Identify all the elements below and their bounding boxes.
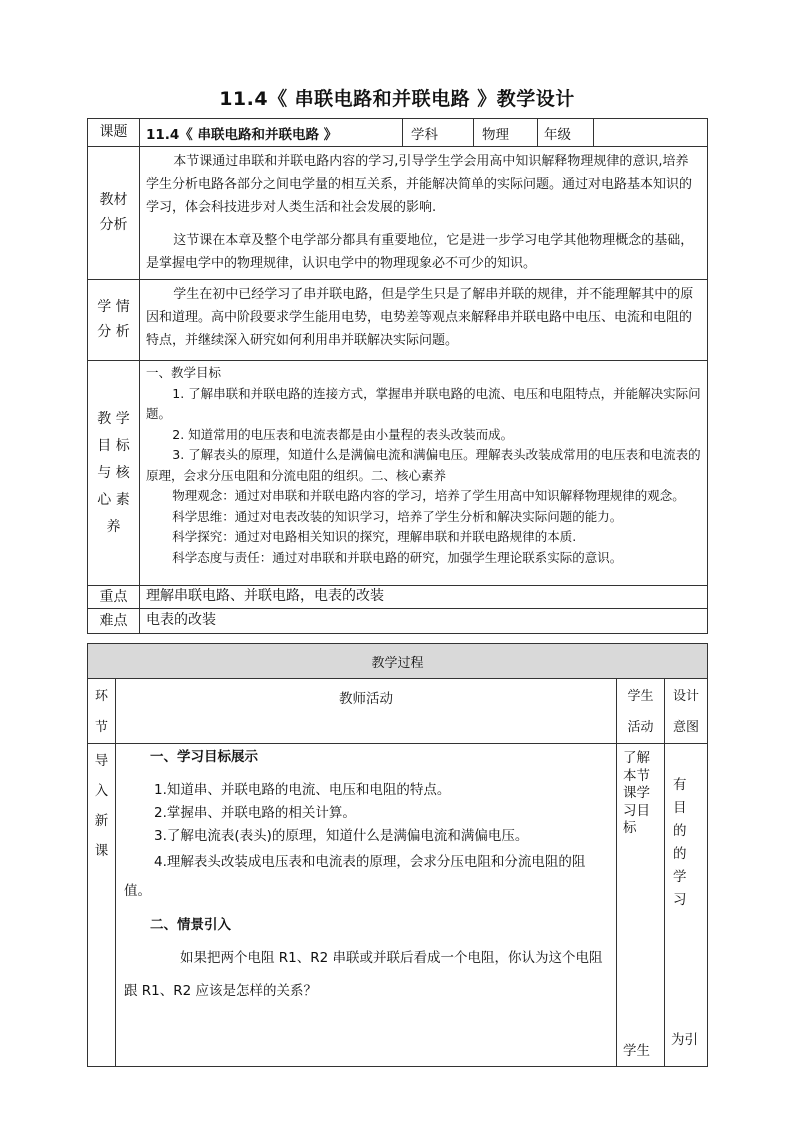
section-heading-goals: 一、学习目标展示 [150,749,258,765]
objective-3: 3. 了解表头的原理，知道什么是满偏电流和满偏电压。理解表头改装成常用的电压表和电流表的原理，会求分压电阻和分流电阻的组织。二、核心素养 [146,447,701,483]
material-label: 教材 分析 [88,147,140,280]
info-table [87,118,708,634]
design-intent-content: 有 目 的 的 学 习 为引 [665,744,708,1067]
literacy-3: 科学探究：通过对电路相关知识的探究，理解串联和并联电路规律的本质. [172,529,577,544]
student-activity-content: 了解 本节 课学 习目 标 学生 [617,744,665,1067]
students-label: 学 情 分 析 [88,280,140,361]
process-header-row [88,679,708,744]
student-activity-bottom: 学生 [623,1042,650,1059]
key-point-value: 理解串联电路、并联电路，电表的改装 [140,586,708,609]
goal-item-4: 4.理解表头改装成电压表和电流表的原理，会求分压电阻和分流电阻的阻值。 [124,854,586,899]
material-paragraph-1: 本节课通过串联和并联电路内容的学习,引导学生学会用高中知识解释物理规律的意识,培养学生分析电路各部分之间电学量的相互关系，并能解决简单的实际问题。通过对电路基本知识的学习，体会科技进步对人类生活和社会发展的影响. [146,154,693,215]
stage-header: 环 节 [88,679,116,744]
literacy-4: 科学态度与责任：通过对串联和并联电路的研究，加强学生理论联系实际的意识。 [172,549,623,565]
material-content [140,147,708,280]
header-row [88,119,708,147]
objectives-row [88,361,708,586]
students-row [88,280,708,361]
process-title: 教学过程 [88,644,708,679]
literacy-2: 科学思维：通过对电表改装的知识学习，培养了学生分析和解决实际问题的能力。 [172,508,623,524]
stage-intro: 导 入 新 课 [88,744,116,1067]
topic-label: 课题 [88,119,140,147]
difficulty-label: 难点 [88,609,140,634]
design-intent-header: 设计 意图 [665,679,708,744]
goal-item-1: 1.知道串、并联电路的电流、电压和电阻的特点。 [154,782,451,798]
key-point-label: 重点 [88,586,140,609]
key-point-row [88,586,708,609]
objectives-content [140,361,708,586]
document-title: 11.4《 串联电路和并联电路 》教学设计 [219,88,575,110]
material-paragraph-2: 这节课在本章及整个电学部分都具有重要地位，它是进一步学习电学其他物理概念的基础，是掌握电学中的物理规律，认识电学中的物理现象必不可少的知识。 [146,233,694,271]
design-intent-bottom: 为引 [671,1032,698,1048]
objectives-heading: 一、教学目标 [146,365,222,380]
process-table [87,643,708,1067]
difficulty-value: 电表的改装 [140,609,708,634]
teacher-activity-header: 教师活动 [116,679,617,744]
objectives-label: 教 学 目 标 与 核 心 素 养 [88,361,140,586]
goal-item-3: 3.了解电流表(表头)的原理，知道什么是满偏电流和满偏电压。 [154,828,529,844]
subject-value: 物理 [474,119,538,147]
objective-2: 2. 知道常用的电压表和电流表都是由小量程的表头改装而成。 [172,426,514,442]
teacher-activity-content [116,744,617,1067]
subject-label: 学科 [403,119,474,147]
difficulty-row [88,609,708,634]
grade-label: 年级 [538,119,594,147]
section-heading-scenario: 二、情景引入 [150,917,231,933]
scenario-question: 如果把两个电阻 R1、R2 串联或并联后看成一个电阻，你认为这个电阻跟 R1、R2 应该是怎样的关系？ [124,950,603,999]
students-content [140,280,708,361]
material-row [88,147,708,280]
intro-row [88,744,708,1067]
topic-value: 11.4《 串联电路和并联电路 》 [140,119,403,147]
goal-item-2: 2.掌握串、并联电路的相关计算。 [154,805,356,821]
students-paragraph: 学生在初中已经学习了串并联电路，但是学生只是了解串并联的规律，并不能理解其中的原因和道理。高中阶段要求学生能用电势，电势差等观点来解释串并联电路中电压、电流和电阻的特点，并继续深入研究如何利用串并联解决实际问题。 [146,287,694,348]
student-activity-header: 学生 活动 [617,679,665,744]
literacy-1: 物理观念：通过对串联和并联电路内容的学习，培养了学生用高中知识解释物理规律的观念。 [172,488,685,503]
objective-1: 1. 了解串联和并联电路的连接方式，掌握串并联电路的电流、电压和电阻特点，并能解决实际问题。 [146,385,701,421]
grade-value [594,119,708,147]
